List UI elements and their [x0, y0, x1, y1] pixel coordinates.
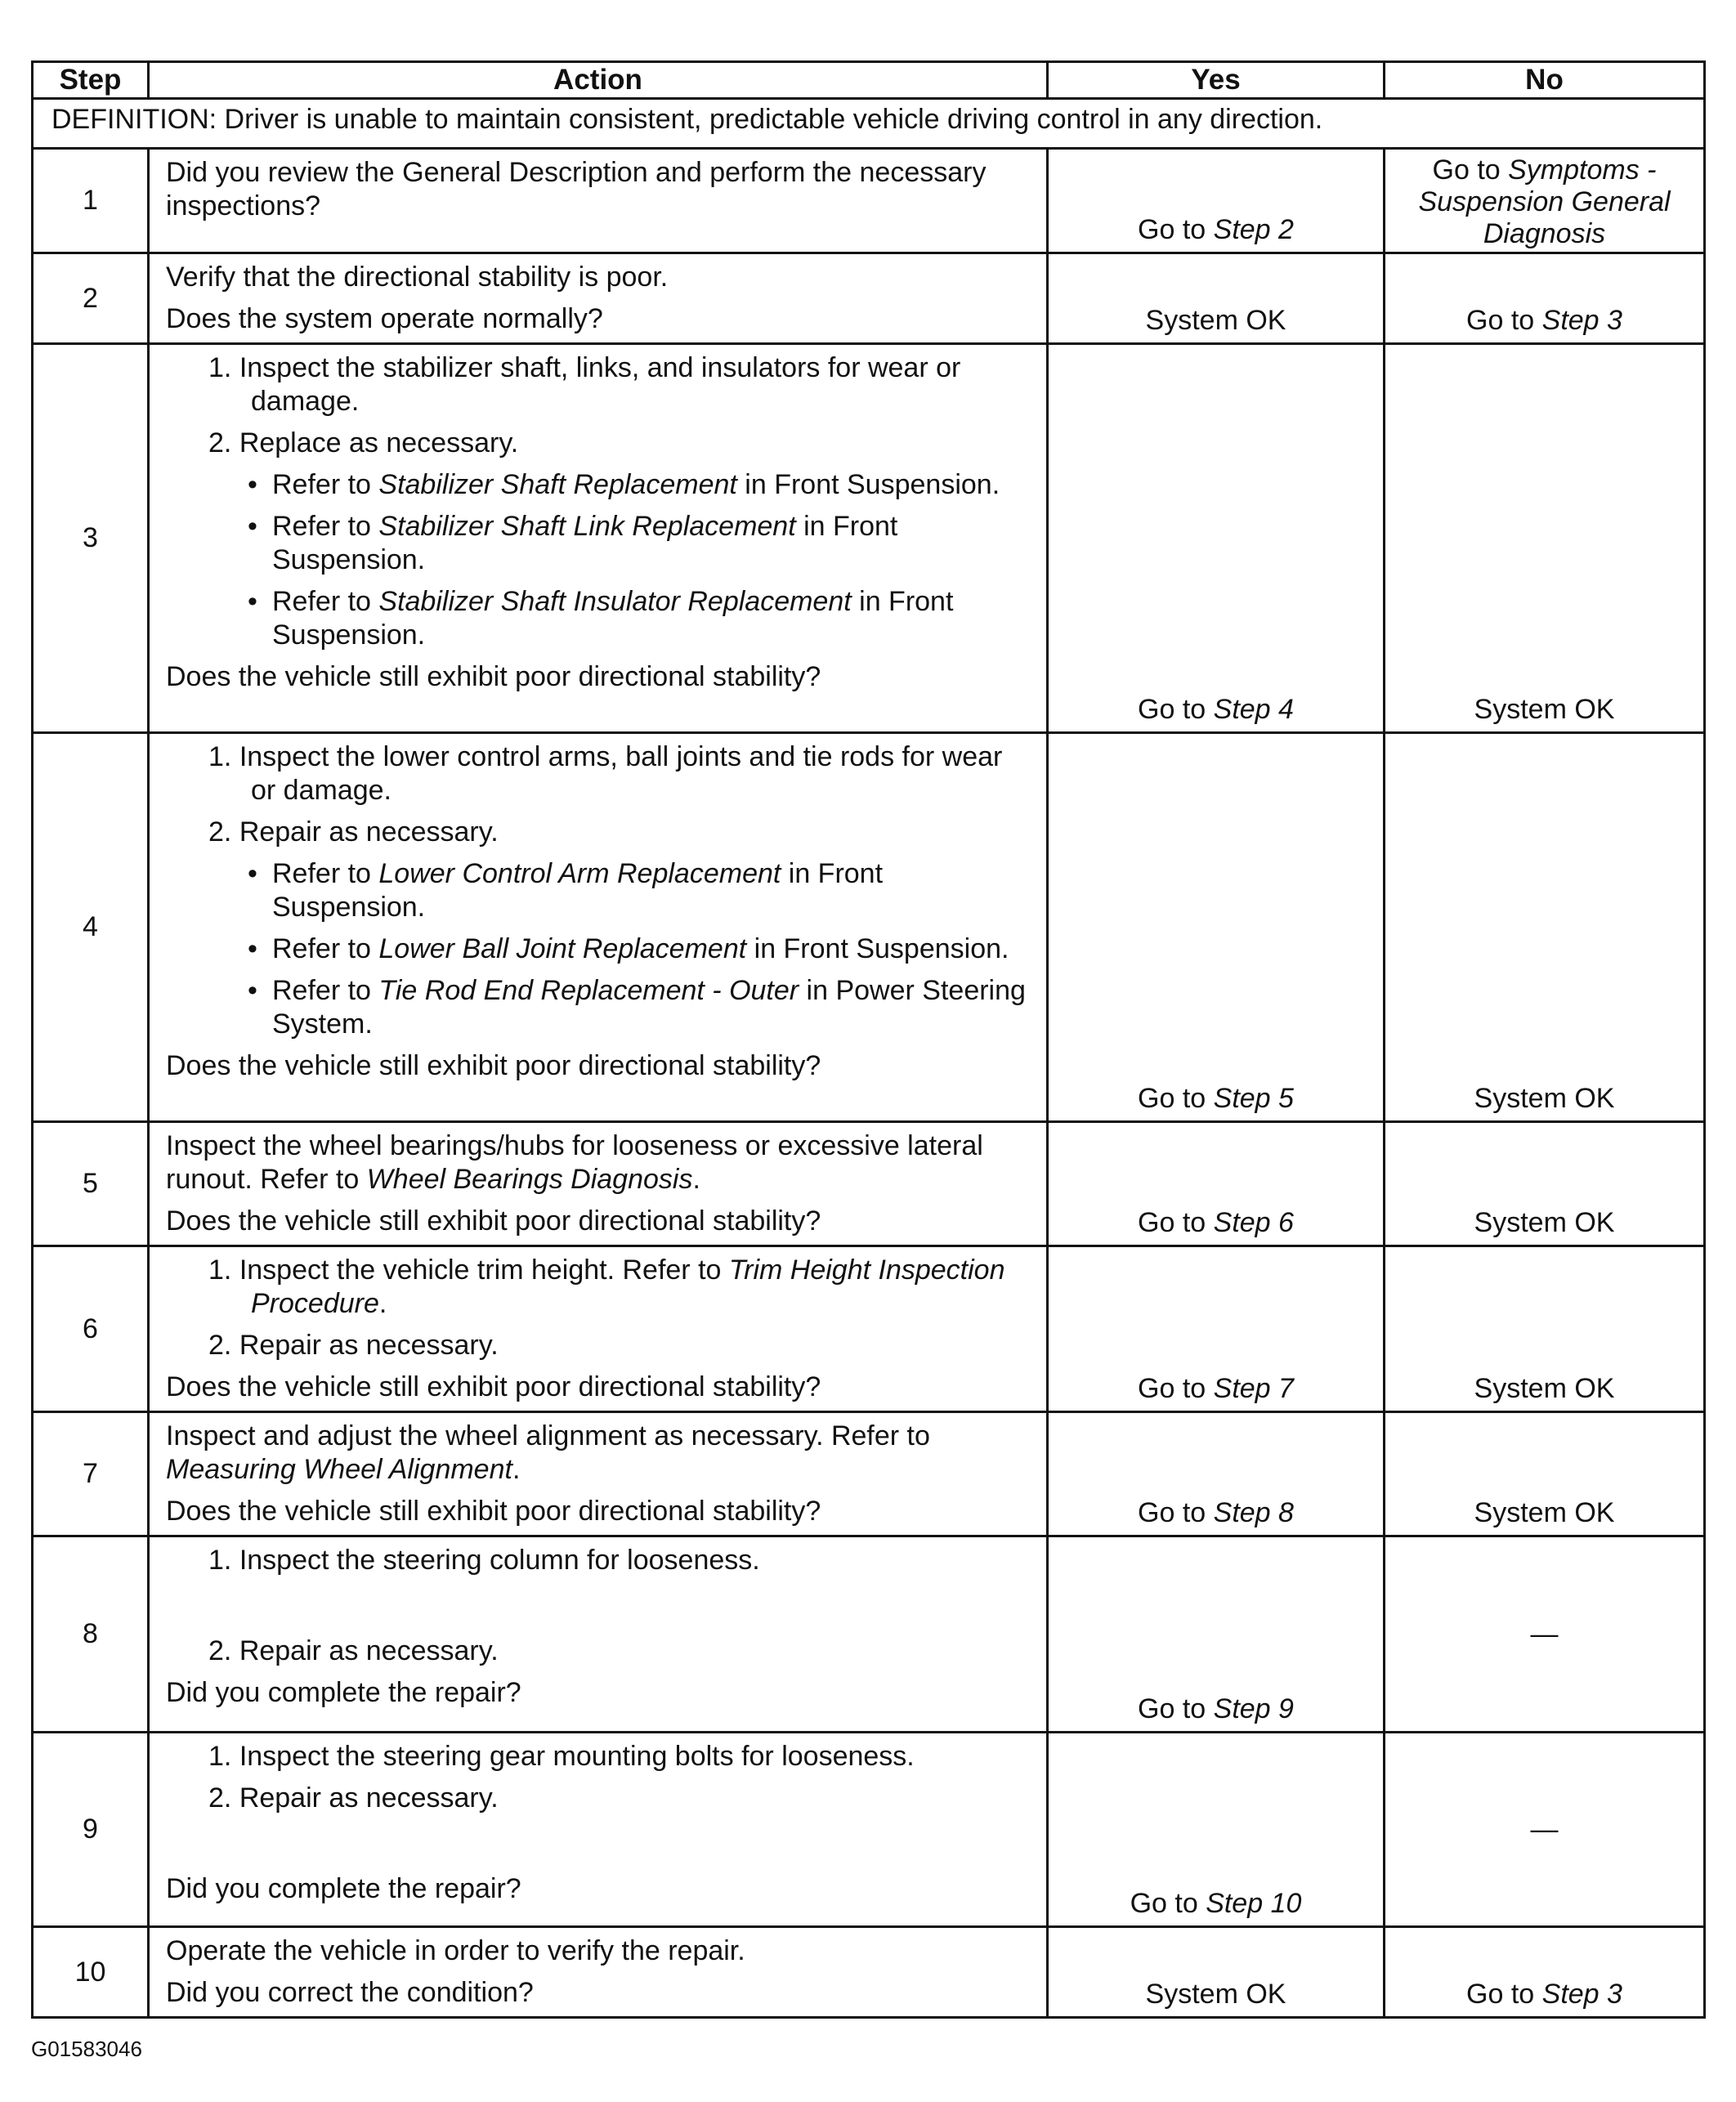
action-item — [182, 1635, 1028, 1668]
action-item — [182, 1254, 1028, 1321]
bullet-icon: • — [248, 933, 257, 964]
yes-result: System OK — [1145, 305, 1286, 336]
no-result-link[interactable]: Step 3 — [1541, 1979, 1622, 2010]
table-row — [33, 1733, 1705, 1927]
bullet-prefix: Refer to — [272, 586, 379, 617]
reference-bullet — [166, 857, 1028, 924]
yes-cell — [1048, 1733, 1385, 1927]
item-text-suffix: . — [378, 1288, 387, 1319]
yes-result-prefix: Go to — [1138, 214, 1214, 245]
bullet-suffix: in Front Suspension. — [272, 586, 954, 651]
action-question: Does the vehicle still exhibit poor directional stability? — [166, 1050, 821, 1081]
yes-result — [1049, 1693, 1383, 1726]
yes-result-link[interactable]: Step 9 — [1213, 1693, 1294, 1724]
yes-result-link[interactable]: Step 7 — [1213, 1373, 1294, 1404]
action-item — [182, 1740, 1028, 1773]
procedure-link[interactable]: Lower Ball Joint Replacement — [378, 933, 747, 964]
item-number: 2. — [208, 816, 232, 848]
step-number: 4 — [33, 733, 149, 1122]
procedure-link[interactable]: Stabilizer Shaft Insulator Replacement — [378, 586, 852, 617]
yes-header: Yes — [1048, 62, 1385, 99]
yes-result — [1049, 1206, 1383, 1240]
step-number: 1 — [33, 149, 149, 253]
yes-result-link[interactable]: Step 8 — [1213, 1497, 1294, 1528]
bullet-suffix: in Front Suspension. — [272, 511, 898, 575]
item-number: 1. — [208, 1741, 232, 1772]
action-text-suffix: . — [692, 1164, 700, 1195]
no-cell — [1385, 1927, 1705, 2018]
yes-cell — [1048, 1246, 1385, 1412]
item-text: Repair as necessary. — [239, 1330, 499, 1361]
action-item — [182, 816, 1028, 849]
figure-id: G01583046 — [31, 2037, 142, 2061]
yes-cell — [1048, 1412, 1385, 1536]
step-number: 2 — [33, 253, 149, 344]
table-row — [33, 344, 1705, 733]
item-text: Repair as necessary. — [239, 1782, 499, 1814]
table-row — [33, 1412, 1705, 1536]
item-number: 2. — [208, 1635, 232, 1666]
action-item — [182, 1329, 1028, 1362]
bullet-icon: • — [248, 469, 257, 500]
action-question: Does the vehicle still exhibit poor directional stability? — [166, 1205, 821, 1237]
yes-result — [1049, 693, 1383, 727]
reference-bullet — [166, 974, 1028, 1041]
yes-result — [1049, 1887, 1383, 1921]
procedure-link[interactable]: Stabilizer Shaft Replacement — [378, 469, 737, 500]
reference-bullet — [166, 468, 1028, 502]
step-number: 5 — [33, 1122, 149, 1246]
step-number: 3 — [33, 344, 149, 733]
yes-result-prefix: Go to — [1138, 1207, 1214, 1238]
step-number: 8 — [33, 1536, 149, 1733]
diagnostic-table — [31, 60, 1706, 2019]
yes-cell — [1048, 344, 1385, 733]
no-cell — [1385, 1246, 1705, 1412]
bullet-icon: • — [248, 586, 257, 617]
yes-result — [1049, 1496, 1383, 1530]
no-result — [1385, 150, 1703, 250]
reference-bullet — [166, 585, 1028, 652]
table-row — [33, 253, 1705, 344]
action-header: Action — [149, 62, 1048, 99]
yes-result-link[interactable]: Step 10 — [1206, 1888, 1302, 1919]
action-question: Does the system operate normally? — [166, 303, 603, 334]
action-text-main: Inspect the wheel bearings/hubs for looseness or excessive lateral runout. Refer to — [166, 1130, 983, 1195]
procedure-link[interactable]: Wheel Bearings Diagnosis — [366, 1164, 693, 1195]
no-result: System OK — [1474, 1373, 1615, 1404]
action-item — [182, 740, 1028, 807]
yes-result-prefix: Go to — [1138, 694, 1214, 725]
no-result-link[interactable]: Step 3 — [1541, 305, 1622, 336]
action-cell — [149, 253, 1048, 344]
item-number: 2. — [208, 1330, 232, 1361]
no-result-prefix: Go to — [1466, 1979, 1542, 2010]
table-row — [33, 1246, 1705, 1412]
item-text: Inspect the steering gear mounting bolts for looseness. — [239, 1741, 915, 1772]
reference-bullet — [166, 932, 1028, 966]
yes-result-prefix: Go to — [1138, 1373, 1214, 1404]
procedure-link[interactable]: Lower Control Arm Replacement — [378, 858, 781, 889]
step-number: 6 — [33, 1246, 149, 1412]
bullet-suffix: in Front Suspension. — [746, 933, 1009, 964]
no-result: System OK — [1474, 1083, 1615, 1114]
yes-result-prefix: Go to — [1138, 1083, 1214, 1114]
action-cell — [149, 733, 1048, 1122]
no-result: System OK — [1474, 1207, 1615, 1238]
action-cell — [149, 1733, 1048, 1927]
item-text: Inspect the stabilizer shaft, links, and insulators for wear or damage. — [239, 352, 961, 417]
table-row — [33, 149, 1705, 253]
header-row — [33, 62, 1705, 99]
item-number: 1. — [208, 352, 232, 383]
procedure-link[interactable]: Tie Rod End Replacement - Outer — [378, 975, 799, 1006]
action-question: Does the vehicle still exhibit poor directional stability? — [166, 1496, 821, 1527]
table-row — [33, 1927, 1705, 2018]
yes-result-link[interactable]: Step 5 — [1213, 1083, 1294, 1114]
action-cell — [149, 1536, 1048, 1733]
bullet-suffix: in Power Steering System. — [272, 975, 1026, 1040]
action-cell — [149, 1122, 1048, 1246]
no-cell — [1385, 344, 1705, 733]
step-header: Step — [33, 62, 149, 99]
action-cell — [149, 344, 1048, 733]
item-text: Inspect the steering column for looseness. — [239, 1545, 760, 1576]
no-cell — [1385, 149, 1705, 253]
yes-cell — [1048, 733, 1385, 1122]
bullet-prefix: Refer to — [272, 469, 379, 500]
yes-cell — [1048, 1122, 1385, 1246]
bullet-icon: • — [248, 975, 257, 1006]
bullet-prefix: Refer to — [272, 975, 379, 1006]
step-number: 7 — [33, 1412, 149, 1536]
procedure-link[interactable]: Trim Height Inspection Procedure — [251, 1254, 1005, 1319]
yes-cell — [1048, 1536, 1385, 1733]
item-number: 1. — [208, 1254, 232, 1286]
item-number: 1. — [208, 741, 232, 772]
action-question: Did you complete the repair? — [166, 1873, 521, 1904]
no-cell — [1385, 253, 1705, 344]
table-row — [33, 733, 1705, 1122]
no-result-prefix: Go to — [1432, 154, 1509, 186]
action-text: Operate the vehicle in order to verify the repair. — [166, 1935, 745, 1966]
diagnostic-table-sheet — [31, 60, 1703, 2019]
item-text: Repair as necessary. — [239, 816, 499, 848]
step-number: 10 — [33, 1927, 149, 2018]
yes-result: System OK — [1145, 1979, 1286, 2010]
yes-result-prefix: Go to — [1130, 1888, 1206, 1919]
bullet-suffix: in Front Suspension. — [736, 469, 1000, 500]
item-number: 2. — [208, 1782, 232, 1814]
action-item — [182, 351, 1028, 418]
no-result: System OK — [1474, 1497, 1615, 1528]
item-text: Inspect the lower control arms, ball joints and tie rods for wear or damage. — [239, 741, 1003, 806]
action-text: Verify that the directional stability is poor. — [166, 262, 669, 293]
action-text: Did you review the General Description and perform the necessary inspections? — [166, 157, 987, 221]
item-number: 2. — [208, 427, 232, 458]
no-cell — [1385, 1536, 1705, 1733]
action-text-main: Inspect and adjust the wheel alignment as necessary. Refer to — [166, 1420, 930, 1451]
action-cell — [149, 1246, 1048, 1412]
yes-result — [1049, 1082, 1383, 1116]
action-item — [182, 1782, 1028, 1815]
yes-result-prefix: Go to — [1138, 1693, 1214, 1724]
action-cell — [149, 149, 1048, 253]
no-result — [1385, 1978, 1703, 2011]
definition-row — [33, 99, 1705, 149]
definition-text: DEFINITION: Driver is unable to maintain consistent, predictable vehicle driving control in any direction. — [33, 99, 1705, 149]
action-item — [182, 427, 1028, 460]
action-item — [182, 1544, 1028, 1577]
item-text: Replace as necessary. — [239, 427, 519, 458]
bullet-icon: • — [248, 511, 257, 542]
yes-result-link[interactable]: Step 4 — [1213, 694, 1294, 725]
bullet-icon: • — [248, 858, 257, 889]
yes-result — [1049, 213, 1383, 247]
yes-cell — [1048, 1927, 1385, 2018]
no-cell — [1385, 1122, 1705, 1246]
yes-cell — [1048, 253, 1385, 344]
no-result-link[interactable]: Symptoms - Suspension General Diagnosis — [1418, 154, 1671, 249]
no-cell — [1385, 1733, 1705, 1927]
table-row — [33, 1122, 1705, 1246]
no-result — [1385, 304, 1703, 338]
action-text — [166, 1129, 1028, 1196]
yes-result-prefix: Go to — [1138, 1497, 1214, 1528]
bullet-prefix: Refer to — [272, 511, 379, 542]
table-row — [33, 1536, 1705, 1733]
reference-bullet — [166, 510, 1028, 577]
item-text: Inspect the vehicle trim height. Refer to — [239, 1254, 729, 1286]
item-text: Repair as necessary. — [239, 1635, 499, 1666]
no-header: No — [1385, 62, 1705, 99]
bullet-prefix: Refer to — [272, 858, 379, 889]
action-question: Did you correct the condition? — [166, 1977, 534, 2008]
no-cell — [1385, 1412, 1705, 1536]
bullet-prefix: Refer to — [272, 933, 379, 964]
action-cell — [149, 1412, 1048, 1536]
no-result: — — [1530, 1618, 1559, 1649]
yes-cell — [1048, 149, 1385, 253]
action-question: Does the vehicle still exhibit poor directional stability? — [166, 1371, 821, 1402]
step-number: 9 — [33, 1733, 149, 1927]
no-result-prefix: Go to — [1466, 305, 1542, 336]
item-number: 1. — [208, 1545, 232, 1576]
no-result: — — [1530, 1814, 1559, 1845]
no-cell — [1385, 733, 1705, 1122]
no-result: System OK — [1474, 694, 1615, 725]
action-question: Did you complete the repair? — [166, 1677, 521, 1708]
yes-result-link[interactable]: Step 2 — [1213, 214, 1294, 245]
action-cell — [149, 1927, 1048, 2018]
procedure-link[interactable]: Measuring Wheel Alignment — [166, 1454, 512, 1485]
yes-result-link[interactable]: Step 6 — [1213, 1207, 1294, 1238]
yes-result — [1049, 1372, 1383, 1406]
action-text — [166, 1420, 1028, 1487]
procedure-link[interactable]: Stabilizer Shaft Link Replacement — [378, 511, 796, 542]
bullet-suffix: in Front Suspension. — [272, 858, 884, 923]
action-question: Does the vehicle still exhibit poor directional stability? — [166, 661, 821, 692]
action-text-suffix: . — [512, 1454, 521, 1485]
